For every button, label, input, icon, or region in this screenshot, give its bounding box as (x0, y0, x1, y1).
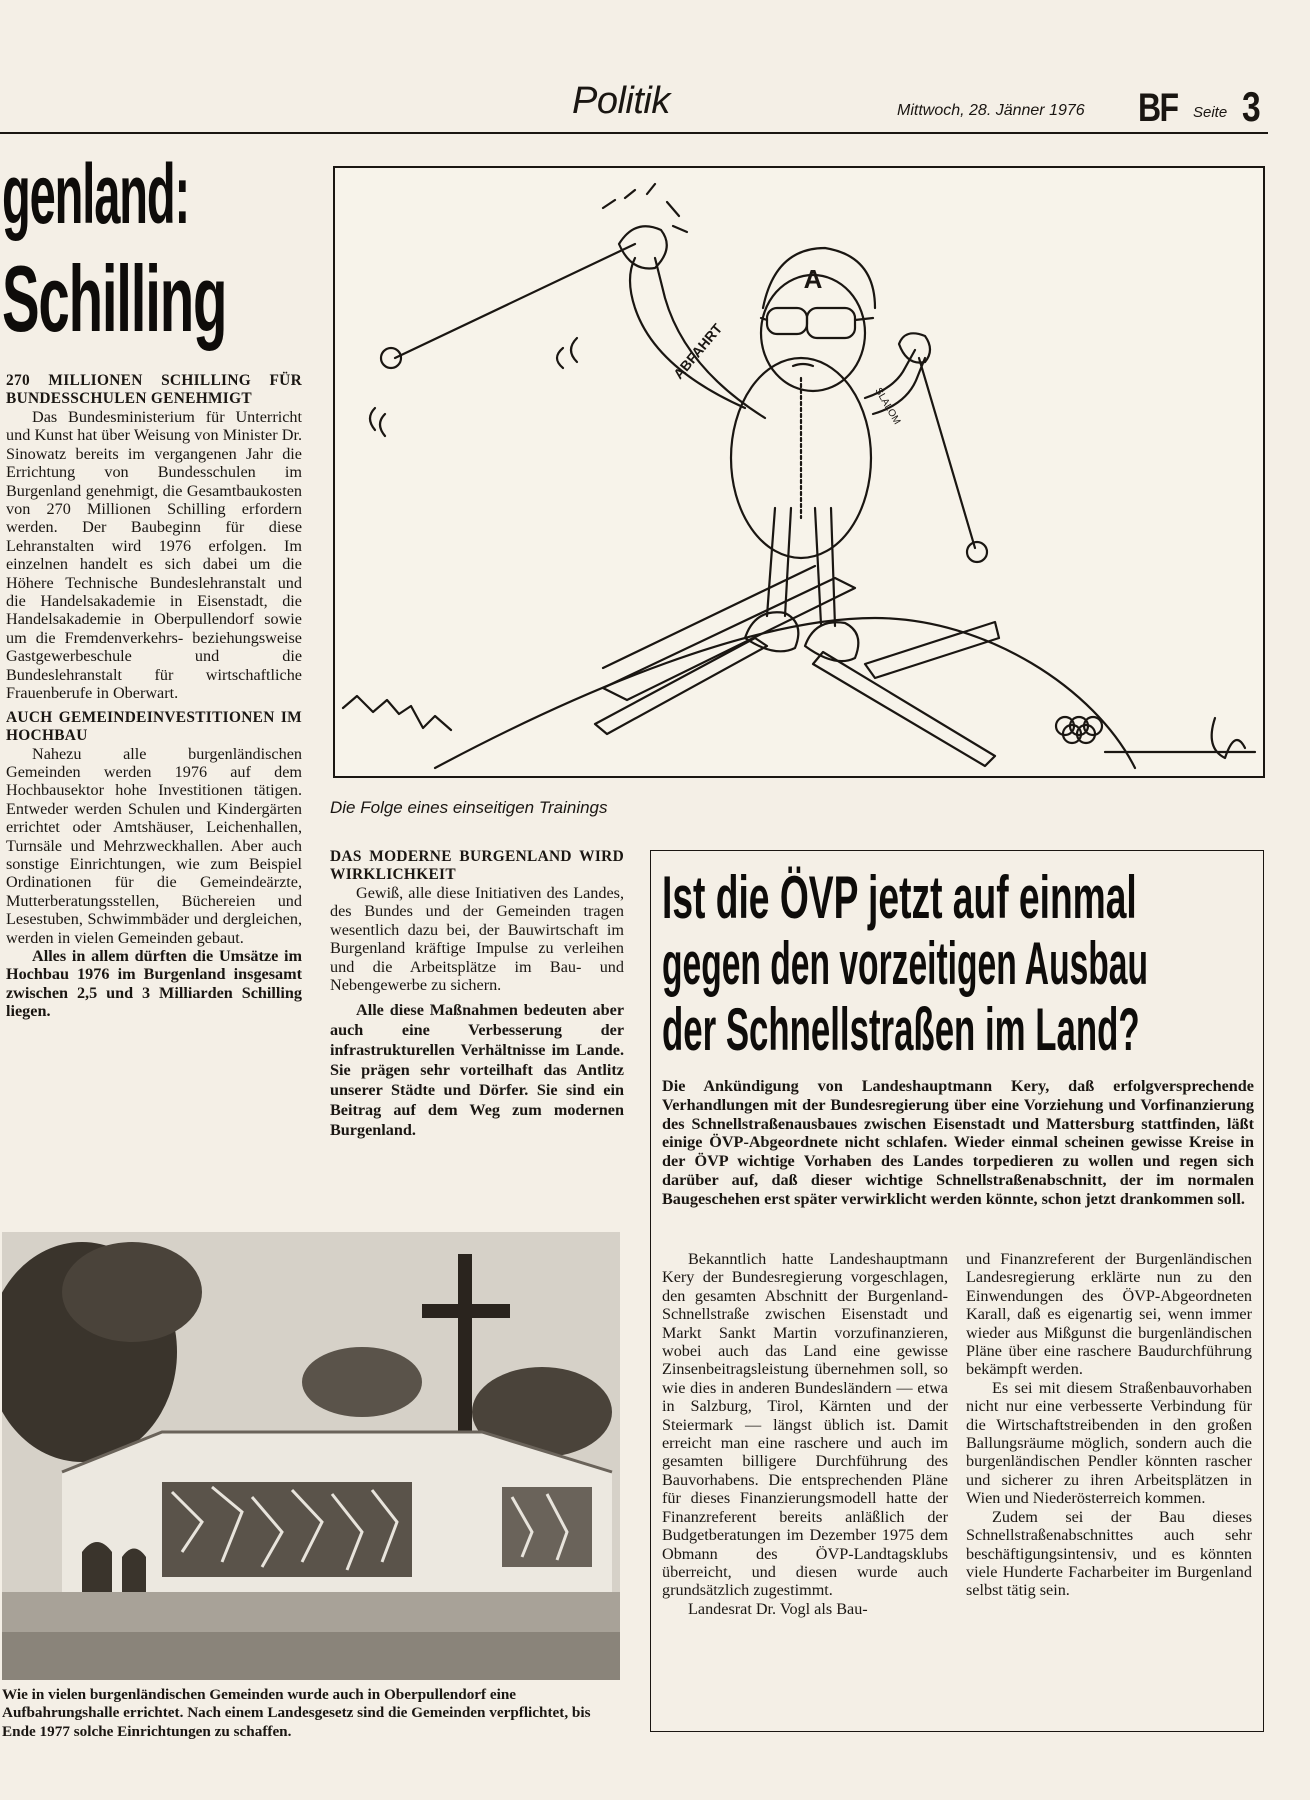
left-article-column (6, 372, 302, 1021)
issue-date: Mittwoch, 28. Jänner 1976 (897, 102, 1085, 119)
box-col2-para-3: Zudem sei der Bau dieses Schnellstraßenabschnittes auch sehr beschäftigungsintensiv, und es könnten viele Hunderte Facharbeiter im Burgenland selbst tätig sein. (966, 1507, 1252, 1600)
box-headline-line3: der Schnellstraßen im Land? (662, 996, 1140, 1063)
cartoon (333, 166, 1265, 778)
helmet-letter: A (803, 264, 823, 294)
cartoon-caption: Die Folge eines einseitigen Trainings (330, 798, 608, 817)
header-rule (0, 132, 1268, 134)
skier-cartoon-drawing (335, 168, 1263, 776)
left-para-3: Alles in allem dürften die Umsätze im Hochbau 1976 im Burgenland insgesamt zwischen 2,5 und 3 Milliarden Schilling liegen. (6, 946, 302, 1021)
box-col2-para-1: und Finanzreferent der Burgenländischen Landesregierung erklärte nun zu den Einwendungen des ÖVP-Abgeordneten Karall, daß es eigenartig sei, wenn immer wieder aus Mißgunst die burgenländischen Pläne über eine raschere Baudurchführung bekämpft werden. (966, 1250, 1252, 1379)
box-column-2 (966, 1250, 1252, 1600)
middle-para-2: Alle diese Maßnahmen bedeuten aber auch eine Verbesserung der infrastrukturellen Verhältnisse im Lande. Sie prägen sehr vorteilhaft das Antlitz unserer Städte und Dörfer. Sie sind ein Beitrag auf dem Weg zum modernen Burgenland. (330, 1001, 624, 1140)
page-number: 3 (1242, 83, 1261, 130)
building-photo (2, 1232, 620, 1680)
sleeve-text: ABFAHRT (670, 320, 726, 382)
left-subhead-2: AUCH GEMEINDEINVESTITIONEN IM HOCHBAU (6, 708, 302, 744)
chapel-photo-drawing (2, 1232, 620, 1680)
left-headline-line2: Schilling (2, 246, 227, 351)
left-subhead-1: 270 MILLIONEN SCHILLING FÜR BUNDESSCHULEN GENEHMIGT (6, 372, 302, 407)
box-headline-line1: Ist die ÖVP jetzt auf einmal (662, 864, 1137, 931)
box-headline-line2: gegen den vorzeitigen Ausbau (662, 930, 1149, 997)
left-para-1: Das Bundesministerium für Unterricht und Kunst hat über Weisung von Minister Dr. Sinowatz bereits im vergangenen Jahr die Errichtung von Bundesschulen im Burgenland genehmigt, die Gesamtbaukosten von 270 Millionen Schilling erfordern werden. Der Baubeginn für diese Lehranstalten wird 1976 erfolgen. Im einzelnen handelt es sich dabei um die Höhere Technische Bundeslehranstalt und die Handelsakademie in Eisenstadt, die Handelsakademie in Oberpullendorf sowie um die Fremdenverkehrs- beziehungsweise Gastgewerbeschule und die Bundeslehranstalt für wirtschaftliche Frauenberufe in Oberwart. (6, 408, 302, 703)
section-title: Politik (572, 80, 670, 122)
box-column-1 (662, 1250, 948, 1618)
middle-para-1: Gewiß, alle diese Initiativen des Landes, des Bundes und der Gemeinden tragen wesentlich dazu bei, der Bauwirtschaft im Burgenland kräftige Impulse zu verleihen und die Arbeitsplätze im Bau- und Nebengewerbe zu sichern. (330, 884, 624, 995)
box-col1-para-2: Landesrat Dr. Vogl als Bau- (688, 1599, 868, 1618)
glove-text: SLALOM (872, 386, 903, 427)
photo-caption: Wie in vielen burgenländischen Gemeinden wurde auch in Oberpullendorf eine Aufbahrungshalle errichtet. Nach einem Landesgesetz sind die Gemeinden verpflichtet, bis Ende 1977 solche Einrichtungen zu schaffen. (2, 1686, 591, 1740)
left-headline-line1: genland: (2, 147, 190, 241)
newspaper-logo: BF (1138, 86, 1178, 130)
left-para-2: Nahezu alle burgenländischen Gemeinden werden 1976 auf dem Hochbausektor hohe Investitionen tätigen. Entweder werden Schulen und Kindergärten errichtet oder Amtshäuser, Leichenhallen, Turnsäle und Mehrzweckhallen. Aber auch sonstige Einrichtungen, wie zum Beispiel Ordinationen für die Gemeindeärzte, Mutterberatungsstellen, Büchereien und Lesestuben, Schwimmbäder und dergleichen, werden in vielen Gemeinden gebaut. (6, 744, 302, 947)
box-col1-para-1: Bekanntlich hatte Landeshauptmann Kery der Bundesregierung vorgeschlagen, den gesamten Abschnitt der Burgenland-Schnellstraße zwischen Eisenstadt und Markt Sankt Martin vorzufinanzieren, wobei auch das Land eine gewisse Zinsenbeitragsleistung übernehmen soll, so wie dies in anderen Bundesländern — etwa in Salzburg, Tirol, Kärnten und der Steiermark — längst üblich ist. Damit erreicht man eine raschere und auch im gesamten billigere Durchführung des Bauvorhabens. Die entsprechenden Pläne für dieses Finanzierungsmodell hatte der Finanzreferent bereits anläßlich der Budgetberatungen im Dezember 1975 dem Obmann des ÖVP-Landtagsklubs überreicht, und diesen wurde auch grundsätzlich zugestimmt. (662, 1250, 948, 1600)
middle-subhead: DAS MODERNE BURGENLAND WIRD WIRKLICHKEIT (330, 848, 624, 883)
page-label: Seite (1193, 104, 1228, 121)
middle-article-column (330, 848, 624, 1140)
box-lead: Die Ankündigung von Landeshauptmann Kery, daß erfolgversprechende Verhandlungen mit der Bundesregierung über eine Vorziehung und Vorfinanzierung des Schnellstraßenausbaues zwischen Eisenstadt und Mattersburg stattfinden, läßt einige ÖVP-Abgeordnete nicht schlafen. Wieder einmal scheinen gewisse Kreise in der ÖVP wichtige Vorhaben des Landes torpedieren zu wollen und regen sich darüber auf, daß dieser wichtige Schnellstraßenabschnitt, der im normalen Baugeschehen erst später verwirklicht werden könnte, schon jetzt drankommen soll. (662, 1077, 1254, 1208)
box-col2-para-2: Es sei mit diesem Straßenbauvorhaben nicht nur eine verbesserte Verbindung für die Wirtschaftstreibenden in den großen Ballungsräume möglich, sondern auch die burgenländischen Pendler könnten rascher und sicherer zu ihren Arbeitsplätzen in Wien und Niederösterreich kommen. (966, 1378, 1252, 1508)
